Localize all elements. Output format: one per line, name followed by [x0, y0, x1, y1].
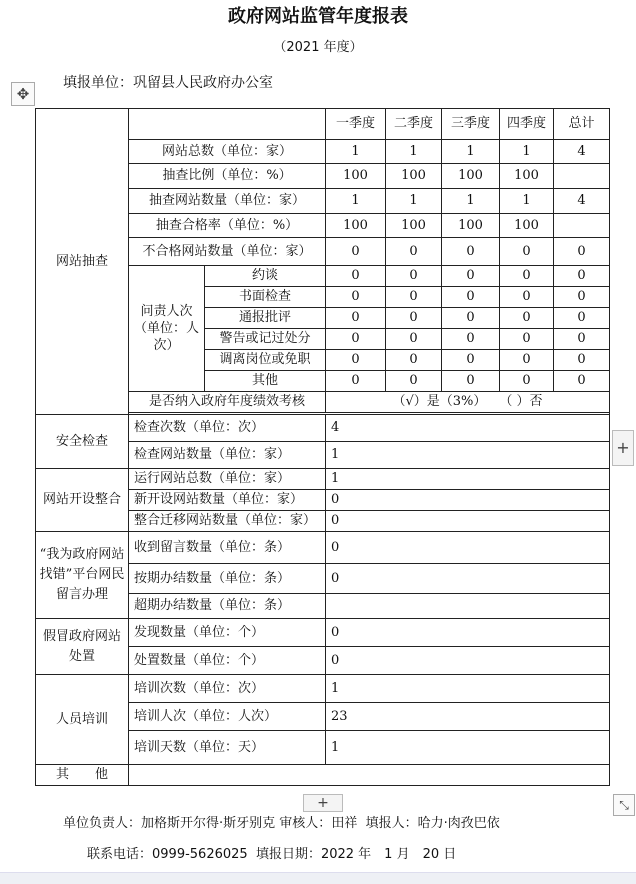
- footer-contact: [87, 843, 456, 862]
- filing-unit: [63, 72, 273, 92]
- row-label: 处置数量（单位：个）: [129, 647, 326, 675]
- cell-total[interactable]: [554, 214, 610, 238]
- cell-q2[interactable]: 0: [386, 308, 442, 329]
- cell-q3[interactable]: 0: [442, 308, 500, 329]
- cell-q1[interactable]: 0: [326, 350, 386, 371]
- cell-q1[interactable]: 0: [326, 371, 386, 392]
- row-label: 网站总数（单位：家）: [129, 140, 326, 164]
- cell-value[interactable]: 23: [326, 703, 610, 731]
- cell-q2[interactable]: 0: [386, 371, 442, 392]
- row-label: 培训人次（单位：人次）: [129, 703, 326, 731]
- row-label: 调离岗位或免职: [205, 350, 326, 371]
- cell-q3[interactable]: 0: [442, 329, 500, 350]
- responsible-name: 加格斯开尔得·斯牙别克: [141, 816, 276, 831]
- cell-q4[interactable]: 0: [500, 308, 554, 329]
- accountability-label: 问责人次（单位：人次）: [129, 266, 205, 392]
- cell-total[interactable]: [554, 164, 610, 189]
- assessment-label: 是否纳入政府年度绩效考核: [129, 392, 326, 413]
- row-label: 约谈: [205, 266, 326, 287]
- other-value[interactable]: [129, 765, 610, 786]
- header-total: 总计: [554, 109, 610, 140]
- header-q3: 三季度: [442, 109, 500, 140]
- section-site-check: 网站抽查: [36, 109, 129, 415]
- cell-total[interactable]: 0: [554, 329, 610, 350]
- cell-q4[interactable]: 0: [500, 329, 554, 350]
- phone-label: 联系电话：: [87, 847, 153, 862]
- cell-q2[interactable]: 100: [386, 214, 442, 238]
- table-row: [36, 532, 610, 564]
- cell-q1[interactable]: 100: [326, 164, 386, 189]
- cell-q4[interactable]: 1: [500, 140, 554, 164]
- cell-q4[interactable]: 0: [500, 287, 554, 308]
- cell-q4[interactable]: 0: [500, 350, 554, 371]
- cell-q1[interactable]: 0: [326, 238, 386, 266]
- section-message: “我为政府网站找错”平台网民留言办理: [36, 532, 129, 619]
- cell-q2[interactable]: 0: [386, 329, 442, 350]
- row-label: 不合格网站数量（单位：家）: [129, 238, 326, 266]
- section-training: 人员培训: [36, 675, 129, 765]
- report-table: [35, 108, 610, 786]
- cell-total[interactable]: 4: [554, 140, 610, 164]
- footer-signatures: [63, 812, 500, 831]
- table-row: [36, 415, 610, 442]
- section-fake: 假冒政府网站处置: [36, 619, 129, 675]
- cell-q4[interactable]: 0: [500, 371, 554, 392]
- cell-q4[interactable]: 1: [500, 189, 554, 214]
- row-label: 警告或记过处分: [205, 329, 326, 350]
- cell-q3[interactable]: 0: [442, 350, 500, 371]
- cell-q3[interactable]: 0: [442, 371, 500, 392]
- cell-value[interactable]: 1: [326, 469, 610, 490]
- add-row-plus-icon[interactable]: +: [303, 794, 343, 812]
- filing-unit-value: 巩留县人民政府办公室: [133, 75, 273, 91]
- row-label: 按期办结数量（单位：条）: [129, 564, 326, 594]
- cell-value[interactable]: [326, 594, 610, 619]
- section-other: 其 他: [36, 765, 129, 786]
- row-label: 抽查网站数量（单位：家）: [129, 189, 326, 214]
- filing-unit-label: 填报单位：: [63, 75, 133, 91]
- header-q2: 二季度: [386, 109, 442, 140]
- cell-q1[interactable]: 0: [326, 287, 386, 308]
- cell-total[interactable]: 4: [554, 189, 610, 214]
- date-value: 2022 年 1 月 20 日: [320, 847, 457, 862]
- row-label: 抽查比例（单位：%）: [129, 164, 326, 189]
- assessment-value[interactable]: （√）是（3%） （ ）否: [326, 392, 610, 413]
- cell-q2[interactable]: 1: [386, 140, 442, 164]
- row-label: 发现数量（单位：个）: [129, 619, 326, 647]
- row-label: 培训次数（单位：次）: [129, 675, 326, 703]
- cell-q4[interactable]: 0: [500, 238, 554, 266]
- cell-q2[interactable]: 100: [386, 164, 442, 189]
- cell-q4[interactable]: 100: [500, 164, 554, 189]
- cell-q2[interactable]: 0: [386, 238, 442, 266]
- bottom-scroll-strip: [0, 872, 636, 884]
- row-label: 抽查合格率（单位：%）: [129, 214, 326, 238]
- cell-q2[interactable]: 0: [386, 266, 442, 287]
- cell-q1[interactable]: 0: [326, 329, 386, 350]
- resize-icon[interactable]: ⤡: [613, 794, 635, 816]
- row-label: 整合迁移网站数量（单位：家）: [129, 511, 326, 532]
- cell-value[interactable]: 1: [326, 675, 610, 703]
- date-label: 填报日期：: [255, 847, 321, 862]
- cell-value[interactable]: 1: [326, 442, 610, 469]
- section-setup: 网站开设整合: [36, 469, 129, 532]
- reviewer-label: 审核人：: [279, 816, 332, 831]
- cell-value[interactable]: 0: [326, 619, 610, 647]
- table-row: [36, 765, 610, 786]
- row-label: 培训天数（单位：天）: [129, 731, 326, 765]
- row-label: 检查网站数量（单位：家）: [129, 442, 326, 469]
- table-row: [36, 619, 610, 647]
- cell-q3[interactable]: 1: [442, 140, 500, 164]
- report-title: 政府网站监管年度报表: [228, 6, 408, 27]
- cell-total[interactable]: 0: [554, 371, 610, 392]
- cell-value[interactable]: 0: [326, 564, 610, 594]
- header-q1: 一季度: [326, 109, 386, 140]
- row-label: 运行网站总数（单位：家）: [129, 469, 326, 490]
- cell-q1[interactable]: 1: [326, 140, 386, 164]
- row-label: 书面检查: [205, 287, 326, 308]
- cell-q2[interactable]: 0: [386, 350, 442, 371]
- header-q4: 四季度: [500, 109, 554, 140]
- cell-q2[interactable]: 1: [386, 189, 442, 214]
- cell-total[interactable]: 0: [554, 266, 610, 287]
- reviewer-name: 田祥: [331, 816, 358, 831]
- phone-value: 0999-5626025: [152, 847, 248, 862]
- section-security: 安全检查: [36, 415, 129, 469]
- cell-q4[interactable]: 0: [500, 266, 554, 287]
- cell-total[interactable]: 0: [554, 308, 610, 329]
- row-label: 收到留言数量（单位：条）: [129, 532, 326, 564]
- cell-value[interactable]: 1: [326, 731, 610, 765]
- table-header-row: [36, 109, 610, 140]
- cell-q1[interactable]: 0: [326, 266, 386, 287]
- cell-total[interactable]: 0: [554, 350, 610, 371]
- filler-name: 哈力·肉孜巴依: [417, 816, 500, 831]
- cell-q1[interactable]: 100: [326, 214, 386, 238]
- cell-q3[interactable]: 0: [442, 287, 500, 308]
- cell-q3[interactable]: 100: [442, 164, 500, 189]
- cell-total[interactable]: 0: [554, 238, 610, 266]
- report-year: （2021 年度）: [273, 40, 363, 55]
- table-row: [36, 675, 610, 703]
- row-label: 新开设网站数量（单位：家）: [129, 490, 326, 511]
- responsible-label: 单位负责人：: [63, 816, 142, 831]
- row-label: 超期办结数量（单位：条）: [129, 594, 326, 619]
- add-column-plus-icon[interactable]: +: [612, 430, 634, 466]
- cell-q3[interactable]: 0: [442, 238, 500, 266]
- table-row: [36, 469, 610, 490]
- filler-label: 填报人：: [365, 816, 418, 831]
- cell-value[interactable]: 0: [326, 647, 610, 675]
- cell-q1[interactable]: 1: [326, 189, 386, 214]
- row-label: 通报批评: [205, 308, 326, 329]
- row-label: 其他: [205, 371, 326, 392]
- cell-q1[interactable]: 0: [326, 308, 386, 329]
- cell-value[interactable]: 4: [326, 415, 610, 442]
- header-blank: [129, 109, 326, 140]
- cell-q3[interactable]: 0: [442, 266, 500, 287]
- cell-q4[interactable]: 100: [500, 214, 554, 238]
- cell-q3[interactable]: 100: [442, 214, 500, 238]
- cell-total[interactable]: 0: [554, 287, 610, 308]
- cell-value[interactable]: 0: [326, 511, 610, 532]
- cell-value[interactable]: 0: [326, 532, 610, 564]
- cell-q2[interactable]: 0: [386, 287, 442, 308]
- cell-value[interactable]: 0: [326, 490, 610, 511]
- row-label: 检查次数（单位：次）: [129, 415, 326, 442]
- cell-q3[interactable]: 1: [442, 189, 500, 214]
- move-icon[interactable]: ✥: [11, 82, 35, 106]
